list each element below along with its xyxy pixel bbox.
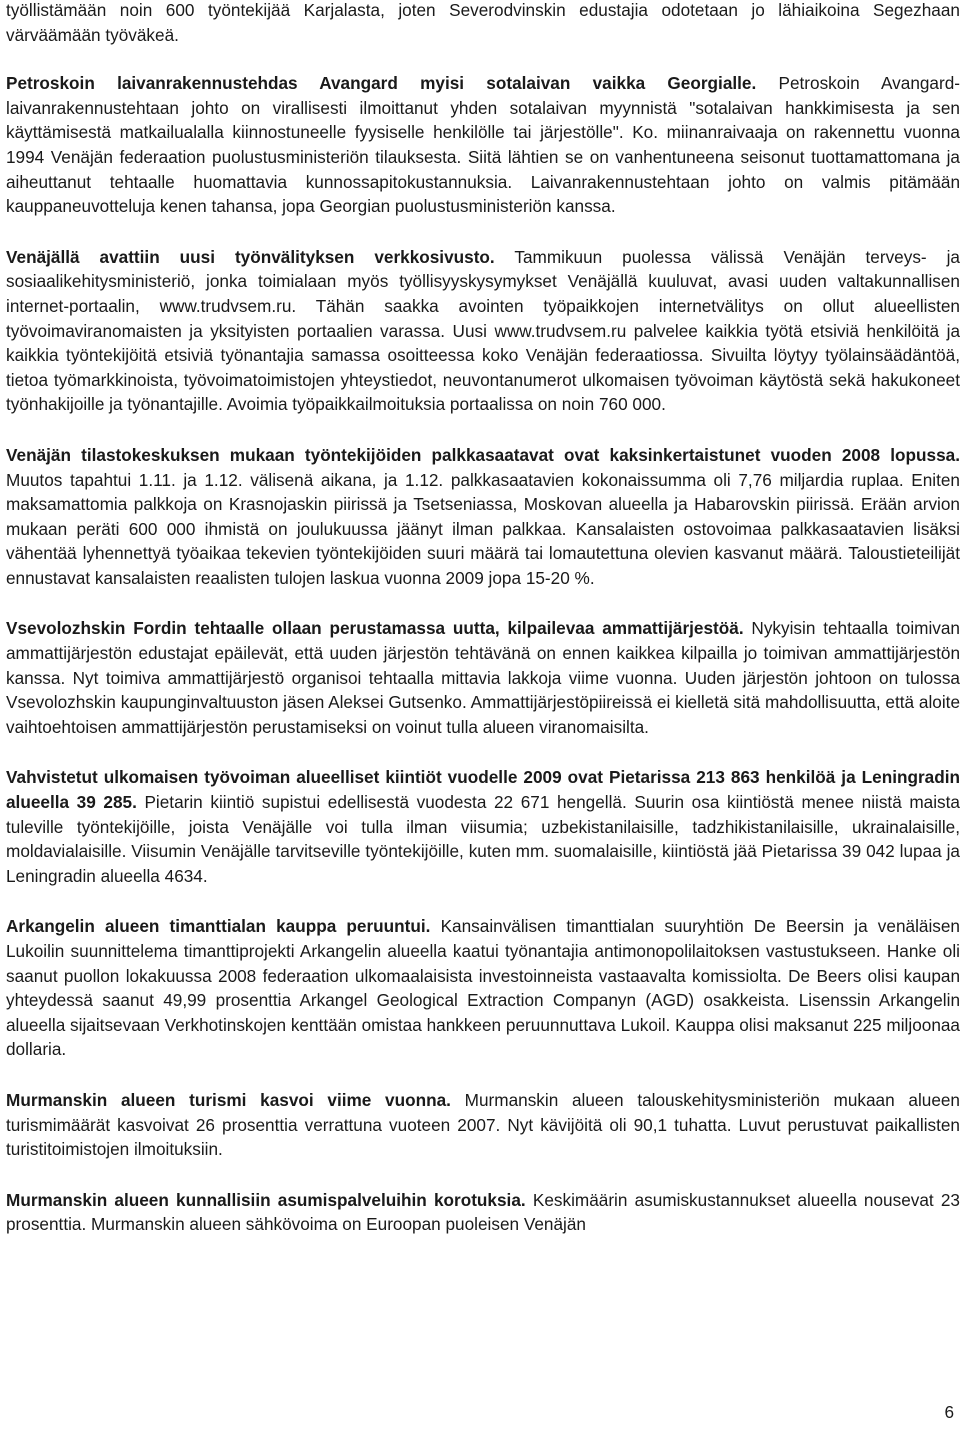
paragraph-heading: Vahvistetut ulkomaisen työvoiman alueelliset kiintiöt vuodelle 2009 ovat Pietarissa 213 863 henkilöä ja Leningradin alueella 39 285. bbox=[6, 767, 960, 813]
paragraph-labour-quotas bbox=[6, 765, 960, 888]
paragraph-heading: Murmanskin alueen turismi kasvoi viime vuonna. bbox=[6, 1089, 451, 1110]
paragraph-heading: Murmanskin alueen kunnallisiin asumispalveluihin korotuksia. bbox=[6, 1189, 526, 1210]
paragraph-murmansk-tourism bbox=[6, 1088, 960, 1162]
page-number: 6 bbox=[944, 1402, 954, 1422]
paragraph-avangard bbox=[6, 71, 960, 219]
paragraph-murmansk-housing bbox=[6, 1188, 960, 1237]
paragraph-ford-union bbox=[6, 616, 960, 739]
paragraph-heading: Arkangelin alueen timanttialan kauppa peruuntui. bbox=[6, 916, 431, 937]
paragraph-heading: Venäjällä avattiin uusi työnvälityksen verkkosivusto. bbox=[6, 246, 495, 267]
paragraph-body: Muutos tapahtui 1.11. ja 1.12. välisenä aikana, ja 1.12. palkkasaatavien kokonaissumma oli 7,76 miljardia ruplaa. Eniten maksamattomia palkkoja on Krasnojaskin piirissä ja Tsetseniassa, Moskovan alueella ja Habarovskin piirissä. Erään arvion mukaan peräti 600 000 ihmistä on joulukuussa jäänyt ilman palkkaa. Kansalaisten ostovoimaa palkkasaatavien lisäksi vähentää lyhennettyä työaikaa tekevien työntekijöiden suuri määrä tai lomautettuna olevien kasvanut määrä. Taloustieteilijät ennustavat kansalaisten reaalisten tulojen laskua vuonna 2009 jopa 15-20 %. bbox=[6, 469, 960, 588]
paragraph-body: Petroskoin Avangard-laivanrakennustehtaan johto on virallisesti ilmoittanut yhden sotalaivan myynnistä "sotalaivan hankkimisesta ja sen käyttämisestä matkailualalla kiinnostuneelle fyysiselle henkilölle tai järjestölle". Ko. miinanraivaaja on rakennettu vuonna 1994 Venäjän federaation puolustusministeriön tilauksesta. Siitä lähtien se on vanhentuneena seisonut tuottamattomana ja aiheuttanut tehtaalle huomattavia kunnossapitokustannuksia. Laivanrakennustehtaan johto on valmis pitämään kauppaneuvotteluja kenen tahansa, jopa Georgian puolustusministeriön kanssa. bbox=[6, 73, 960, 217]
paragraph-body: Kansainvälisen timanttialan suuryhtiön De Beersin ja venäläisen Lukoilin suunnittelema timanttiprojekti Arkangelin alueella kaatui työnantajia antimonopolilaitoksen vastustukseen. Hanke oli saanut puollon lokakuussa 2008 federaation ulkomaalaisista investoinneista vastaavalta komissiolta. De Beers olisi kaupan yhteydessä saanut 49,99 prosenttia Arkangel Geological Extraction Companyn (AGD) osakkeista. Lisenssin Arkangelin alueella sijaitsevaan Verkhotinskojen kenttään omistaa hankkeen peruunnuttava Lukoil. Kauppa olisi maksanut 225 miljoonaa dollaria. bbox=[6, 916, 960, 1060]
paragraph-body: Keskimäärin asumiskustannukset alueella nousevat 23 prosenttia. Murmanskin alueen sähkövoima on Euroopan puoleisen Venäjän bbox=[6, 1189, 960, 1235]
document-page bbox=[6, 0, 960, 1263]
paragraph-diamond-deal bbox=[6, 914, 960, 1062]
paragraph-body: Tammikuun puolessa välissä Venäjän terveys- ja sosiaalikehitysministeriö, jonka toimialaan myös työllisyyskysymykset Venäjällä kuuluvat, avasi uuden valtakunnallisen internet-portaalin, www.trudvsem.ru. Tähän saakka avointen työpaikkojen internetvälitys on ollut alueellisten työvoimaviranomaisten ja yksityisten portaalien varassa. Uusi www.trudvsem.ru palvelee kaikkia työtä etsiviä henkilöitä ja kaikkia työntekijöitä etsiviä työnantajia samassa osoitteessa koko Venäjän federaatiossa. Sivuilta löytyy työlainsäädäntöä, tietoa työmarkkinoista, työvoimatoimistojen yhteystiedot, neuvontanumerot ulkomaisen työvoiman käytöstä sekä hakukoneet työnhakijoille ja työnantajille. Avoimia työpaikkailmoituksia portaalissa on noin 760 000. bbox=[6, 246, 960, 415]
paragraph-intro bbox=[6, 0, 960, 47]
paragraph-heading: Vsevolozhskin Fordin tehtaalle ollaan perustamassa uutta, kilpailevaa ammattijärjestöä. bbox=[6, 618, 744, 639]
paragraph-wage-arrears bbox=[6, 443, 960, 591]
paragraph-heading: Petroskoin laivanrakennustehdas Avangard myisi sotalaivan vaikka Georgialle. bbox=[6, 73, 757, 94]
paragraph-body: Murmanskin alueen talouskehitysministeriön mukaan alueen turismimäärät kasvoivat 26 prosenttia verrattuna vuoteen 2007. Nyt kävijöitä oli 90,1 tuhatta. Luvut perustuvat paikallisten turistitoimistojen ilmoituksiin. bbox=[6, 1089, 960, 1160]
paragraph-body: työllistämään noin 600 työntekijää Karjalasta, joten Severodvinskin edustajia odotetaan jo lähiaikoina Segezhaan värväämään työväkeä. bbox=[6, 0, 960, 45]
paragraph-body: Nykyisin tehtaalla toimivan ammattijärjestön edustajat epäilevät, että uuden järjestön tehtävänä on ennen kaikkea kilpailla jo toimivan ammattijärjestön kanssa. Nyt toimiva ammattijärjestö organisoi tehtaalla mittavia lakkoja viime vuonna. Uuden järjestön johtoon on tulossa Vsevolozhskin kaupunginvaltuuston jäsen Aleksei Gutsenko. Ammattijärjestöpiireissä ei kielletä sitä mahdollisuutta, että aloite vaihtoehtoisen ammattijärjestön perustamiseksi on voinut tulla alueen viranomaisilta. bbox=[6, 618, 960, 737]
paragraph-heading: Venäjän tilastokeskuksen mukaan työntekijöiden palkkasaatavat ovat kaksinkertaistunet vuoden 2008 lopussa. bbox=[6, 444, 960, 465]
paragraph-body: Pietarin kiintiö supistui edellisestä vuodesta 22 671 hengellä. Suurin osa kiintiöstä menee niistä maista tuleville työntekijöille, joista Venäjälle voi tulla ilman viisumia; uzbekistanilaisille, tadzhikistanilaisille, ukrainalaisille, moldavialaisille. Viisumin Venäjälle tarvitseville työntekijöille, kuten mm. suomalaisille, kiintiöstä jää Pietarissa 39 042 lupaa ja Leningradin alueella 4634. bbox=[6, 792, 960, 886]
paragraph-trudvsem bbox=[6, 245, 960, 417]
